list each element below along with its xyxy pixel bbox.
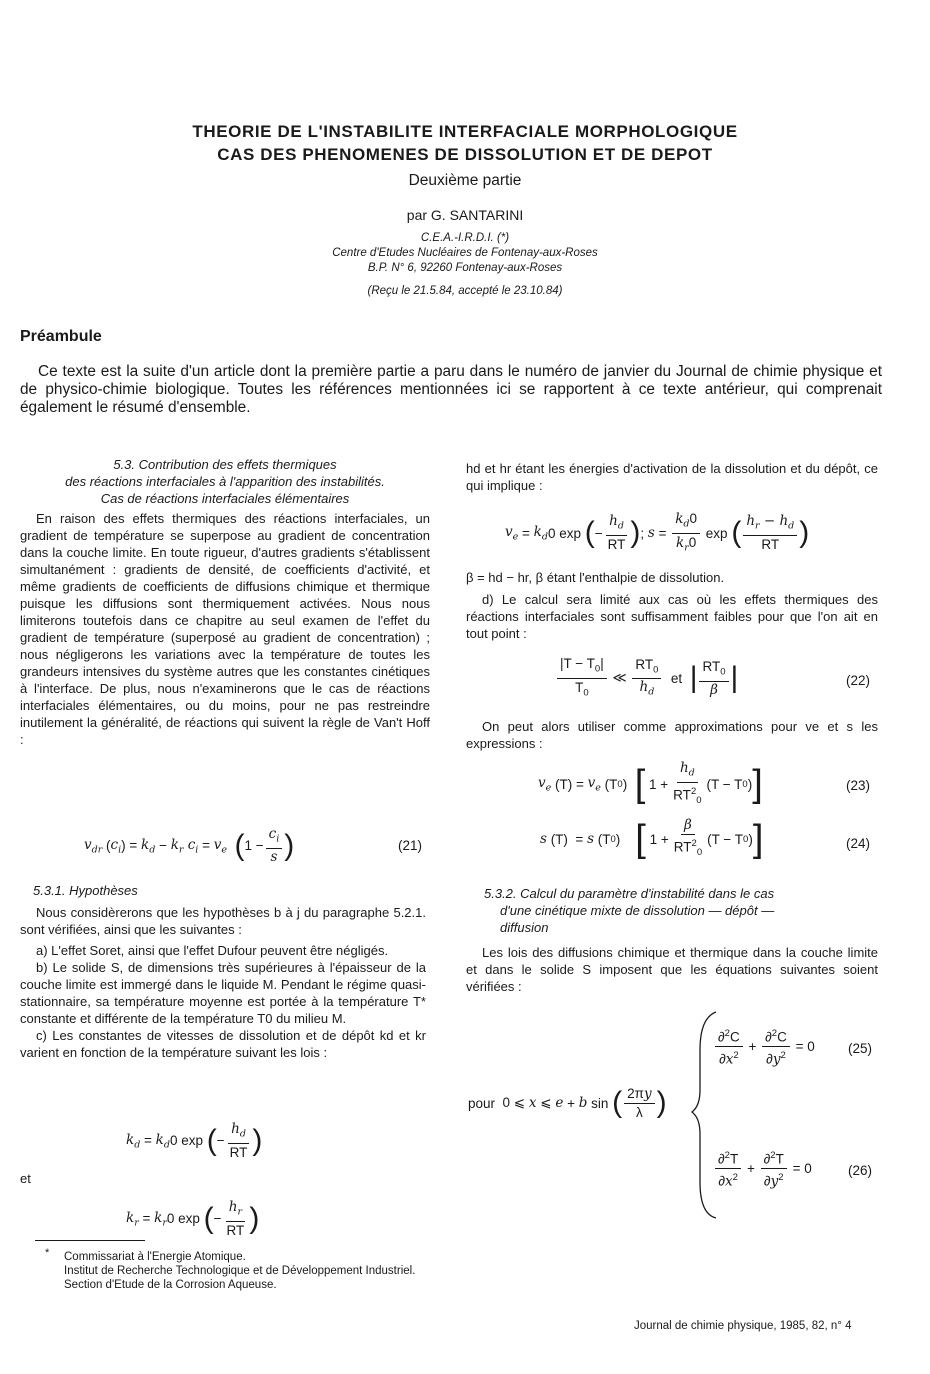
hypothesis-c: c) Les constantes de vitesses de dissolution et de dépôt kd et kr varient en fonction de la température suivant les lois : — [20, 1028, 426, 1060]
equation-23: $v_e$ (T) = $v_e$ (T 0 ) [ 1 + $\frac{h_d}{RT^2_0}$ (T − T 0 ) ] — [538, 760, 763, 806]
subsection-heading-hypotheses: 5.3.1. Hypothèses — [33, 883, 138, 898]
equation-ve-s: $v_e$ = $k_d$ 0 exp ( − $\frac{h_d}{RT}$ ) ; s = $\frac{k_d0}{k_r0}$ exp ( $\frac{h_r - h_d}{RT}$ ) — [505, 511, 810, 554]
equation-kr: $k_r$ = $k_r$ 0 exp ( − $\frac{h_r}{RT}$ ) — [126, 1199, 260, 1238]
footnote — [64, 1250, 415, 1292]
affiliation-3: B.P. N° 6, 92260 Fontenay-aux-Roses — [367, 262, 563, 274]
title-line-2: CAS DES PHENOMENES DE DISSOLUTION ET DE DEPOT — [217, 145, 713, 164]
journal-reference: Journal de chimie physique, 1985, 82, n° 4 — [634, 1320, 852, 1332]
beta-definition: β = hd − hr, β étant l'enthalpie de dissolution. — [466, 570, 725, 585]
subsection-heading-instability: 5.3.2. Calcul du paramètre d'instabilité dans le cas d'une cinétique mixte de dissolution — dépôt — diffusion — [484, 886, 775, 935]
hypothesis-a: a) L'effet Soret, ainsi que l'effet Dufour peuvent être négligés. — [36, 943, 389, 958]
equation-26: $\frac{\partial^2T}{\partial x^2}$ + $\frac{\partial^2T}{\partial y^2}$ = 0 — [713, 1147, 812, 1190]
footnote-line-3: Section d'Etude de la Corrosion Aqueuse. — [64, 1279, 277, 1291]
preamble-heading: Préambule — [20, 328, 102, 345]
author: par G. SANTARINI — [406, 207, 524, 223]
affiliation-2: Centre d'Etudes Nucléaires de Fontenay-aux-Roses — [332, 247, 598, 259]
equation-21: $v_{dr}$ ( $c_i$ ) = $k_d$ − $k_r$ $c_i$ = $v_e$ ( 1 − $\frac{c_i}{s}$ ) — [84, 826, 295, 865]
hypothesis-b: b) Le solide S, de dimensions très supérieures à l'épaisseur de la couche limite est immergé dans le liquide M. Pendant le régime quasi-stationnaire, sa température moyenne est portée à la température T* constante et différente de la température T0 du milieu M. — [20, 960, 426, 1026]
equation-kd: $k_d$ = $k_d$ 0 exp ( − $\frac{h_d}{RT}$ ) — [126, 1121, 263, 1160]
preamble-text: Ce texte est la suite d'un article dont la première partie a paru dans le numéro de janvier du Journal de chimie physique et de physico-chimie biologique. Toutes les références mentionnées ici se rapportent à ce texte antérieur, qui comprenait également le résumé d'ensemble. — [20, 363, 882, 416]
hypothesis-d: d) Le calcul sera limité aux cas où les effets thermiques des réactions interfaciales sont suffisamment faibles pour que l'on ait en tout point : — [466, 592, 878, 641]
hypotheses-block — [20, 904, 426, 1061]
equation-24: s (T) = s (T 0 ) [ 1 + $\frac{\beta}{RT^2_0}$ (T − T 0 ) ] — [540, 817, 764, 861]
left-column — [20, 456, 430, 748]
equation-domain: pour 0 ⩽ x ⩽ e + b sin ( $\frac{2\pi y}{\lambda}$ ) — [468, 1086, 667, 1120]
paragraph-approximations: On peut alors utiliser comme approximations pour ve et s les expressions : — [466, 719, 878, 751]
part-label: Deuxième partie — [408, 172, 522, 189]
affiliation-1: C.E.A.-I.R.D.I. (*) — [420, 232, 510, 244]
equation-22: $\frac{|T - T_0|}{T_0}$ ≪ $\frac{RT_0}{h_d}$ et | $\frac{RT_0}{\beta}$ | — [555, 655, 738, 701]
section-heading-line-1: 5.3. Contribution des effets thermiques — [113, 457, 337, 472]
equation-25-number: (25) — [848, 1041, 873, 1056]
section-heading-line-2: des réactions interfaciales à l'apparition des instabilités. — [65, 474, 385, 489]
word-et: et — [20, 1171, 31, 1186]
footnote-line-1: Commissariat à l'Energie Atomique. — [64, 1251, 246, 1263]
section-heading-line-3: Cas de réactions interfaciales élémentaires — [100, 491, 350, 506]
paragraph-activation-energies: hd et hr étant les énergies d'activation de la dissolution et du dépôt, ce qui implique : — [466, 461, 878, 493]
equation-26-number: (26) — [848, 1163, 873, 1178]
footnote-line-2: Institut de Recherche Technologique et de Développement Industriel. — [64, 1265, 416, 1277]
footnote-rule — [35, 1240, 145, 1241]
equation-21-number: (21) — [398, 838, 423, 853]
received-date: (Reçu le 21.5.84, accepté le 23.10.84) — [367, 285, 563, 297]
paragraph-hypotheses: Nous considèrerons que les hypothèses b à j du paragraphe 5.2.1. sont vérifiées, ainsi que les suivantes : — [20, 905, 426, 937]
footnote-marker: * — [45, 1247, 50, 1259]
equation-22-number: (22) — [846, 673, 871, 688]
equation-23-number: (23) — [846, 778, 871, 793]
paragraph-thermal-effects: En raison des effets thermiques des réactions interfaciales, un gradient de température se superpose au gradient de concentration dans la couche limite. En toute rigueur, d'autres gradients s'établissent simultanément : gradients de densité, de coefficients d'activité, et même gradients de coefficients de diffusions chimique et thermique puisque les diffusions sont thermiquement activées. Nous nous limiterons toutefois dans ce chapitre au seul examen de l'effet du gradient de température (superposé au gradient de concentration) ; nous négligerons les variations avec la température de toutes les grandeurs intensives du système autres que les constantes cinétiques à l'interface. De plus, nous n'examinerons que le cas de réactions interfaciales élémentaires, ou du moins, pour ne pas restreindre inutilement la généralité, de réactions qui suivent la règle de Van't Hoff : — [20, 511, 430, 747]
equation-25: $\frac{\partial^2C}{\partial x^2}$ + $\frac{\partial^2C}{\partial y^2}$ = 0 — [713, 1025, 815, 1068]
paragraph-diffusion-laws: Les lois des diffusions chimique et thermique dans la couche limite et dans le solide S imposent que les équations suivantes soient vérifiées : — [466, 945, 878, 994]
equation-24-number: (24) — [846, 836, 871, 851]
title-line-1: THEORIE DE L'INSTABILITE INTERFACIALE MORPHOLOGIQUE — [192, 122, 738, 141]
